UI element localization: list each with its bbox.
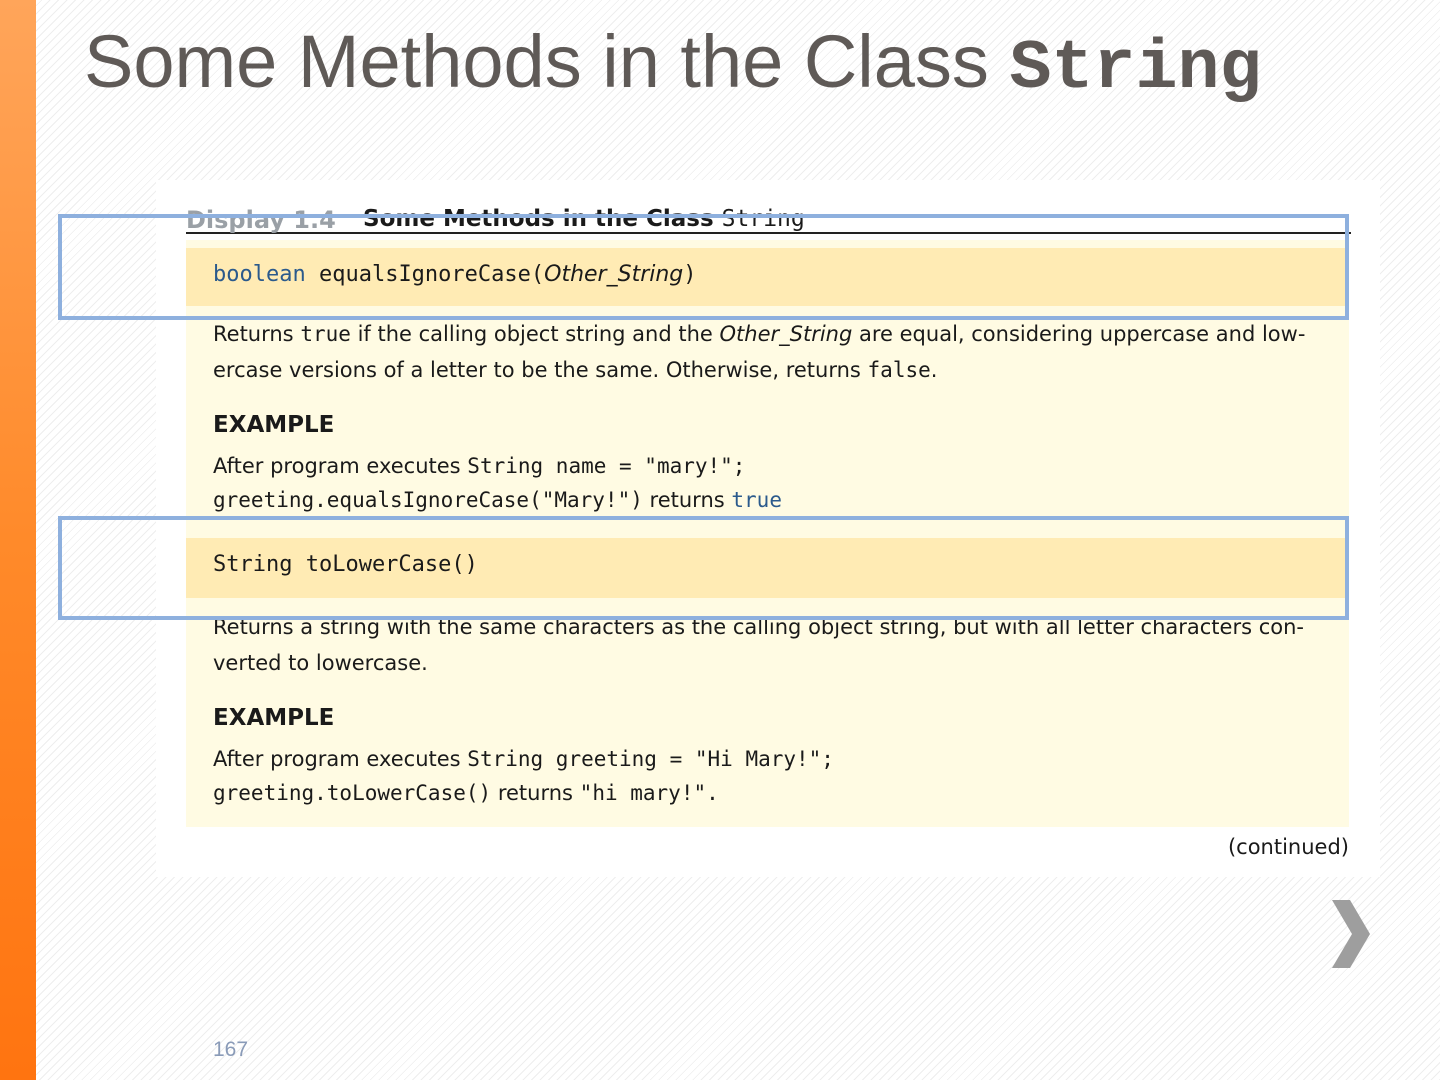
example-result: "hi mary!". [579, 781, 719, 805]
desc-code-true: true [300, 322, 351, 346]
example-line-1 [213, 747, 834, 771]
slide-title-code: String [1009, 30, 1262, 109]
method-description [213, 316, 1323, 388]
example-label: EXAMPLE [213, 412, 335, 438]
next-slide-button[interactable] [1322, 884, 1382, 984]
signature-return-type: boolean [213, 262, 306, 287]
example-text: returns [642, 488, 732, 512]
desc-text: . [930, 358, 938, 382]
chevron-right-icon [1322, 884, 1382, 984]
signature-parameter: Other_String [544, 262, 684, 287]
signature-close-paren: ) [683, 262, 697, 287]
desc-text: are equal, considering uppercase and low-ercase versions of a letter to be the same. Otherwise, returns [213, 322, 1306, 382]
example-code: greeting.equalsIgnoreCase("Mary!") [213, 488, 643, 512]
example-label: EXAMPLE [213, 705, 335, 731]
highlight-box-tolowercase [58, 516, 1349, 620]
slide-title [84, 18, 1414, 112]
desc-param: Other_String [719, 322, 853, 346]
example-code: greeting.toLowerCase() [213, 781, 492, 805]
desc-code-false: false [867, 358, 931, 382]
example-text: After program executes [213, 454, 468, 478]
slide-title-text: Some Methods in the Class [84, 20, 1010, 103]
method-description: Returns a string with the same characters as the calling object string, but with all letter characters con-verted to lowercase. [213, 615, 1304, 675]
desc-text: if the calling object string and the [350, 322, 720, 346]
signature-method-name: equalsIgnoreCase( [318, 262, 545, 287]
continued-note: (continued) [1227, 835, 1349, 859]
page-number: 167 [213, 1038, 249, 1061]
example-text: returns [491, 781, 580, 805]
display-number: Display 1.4 [186, 206, 336, 234]
example-code: String name = "mary!"; [467, 454, 746, 478]
highlight-box-equalsignorecase [58, 214, 1349, 320]
example-text: After program executes [213, 747, 468, 771]
example-line-2 [213, 781, 719, 805]
example-line-1 [213, 454, 745, 478]
desc-text: Returns [213, 322, 301, 346]
display-title-code: String [721, 206, 805, 232]
signature-text: String toLowerCase() [213, 552, 478, 577]
example-code: String greeting = "Hi Mary!"; [467, 747, 834, 771]
side-accent-bar [0, 0, 36, 1080]
display-title-text: Some Methods in the Class [363, 206, 722, 232]
example-result: true [731, 488, 782, 512]
example-line-2 [213, 488, 782, 512]
